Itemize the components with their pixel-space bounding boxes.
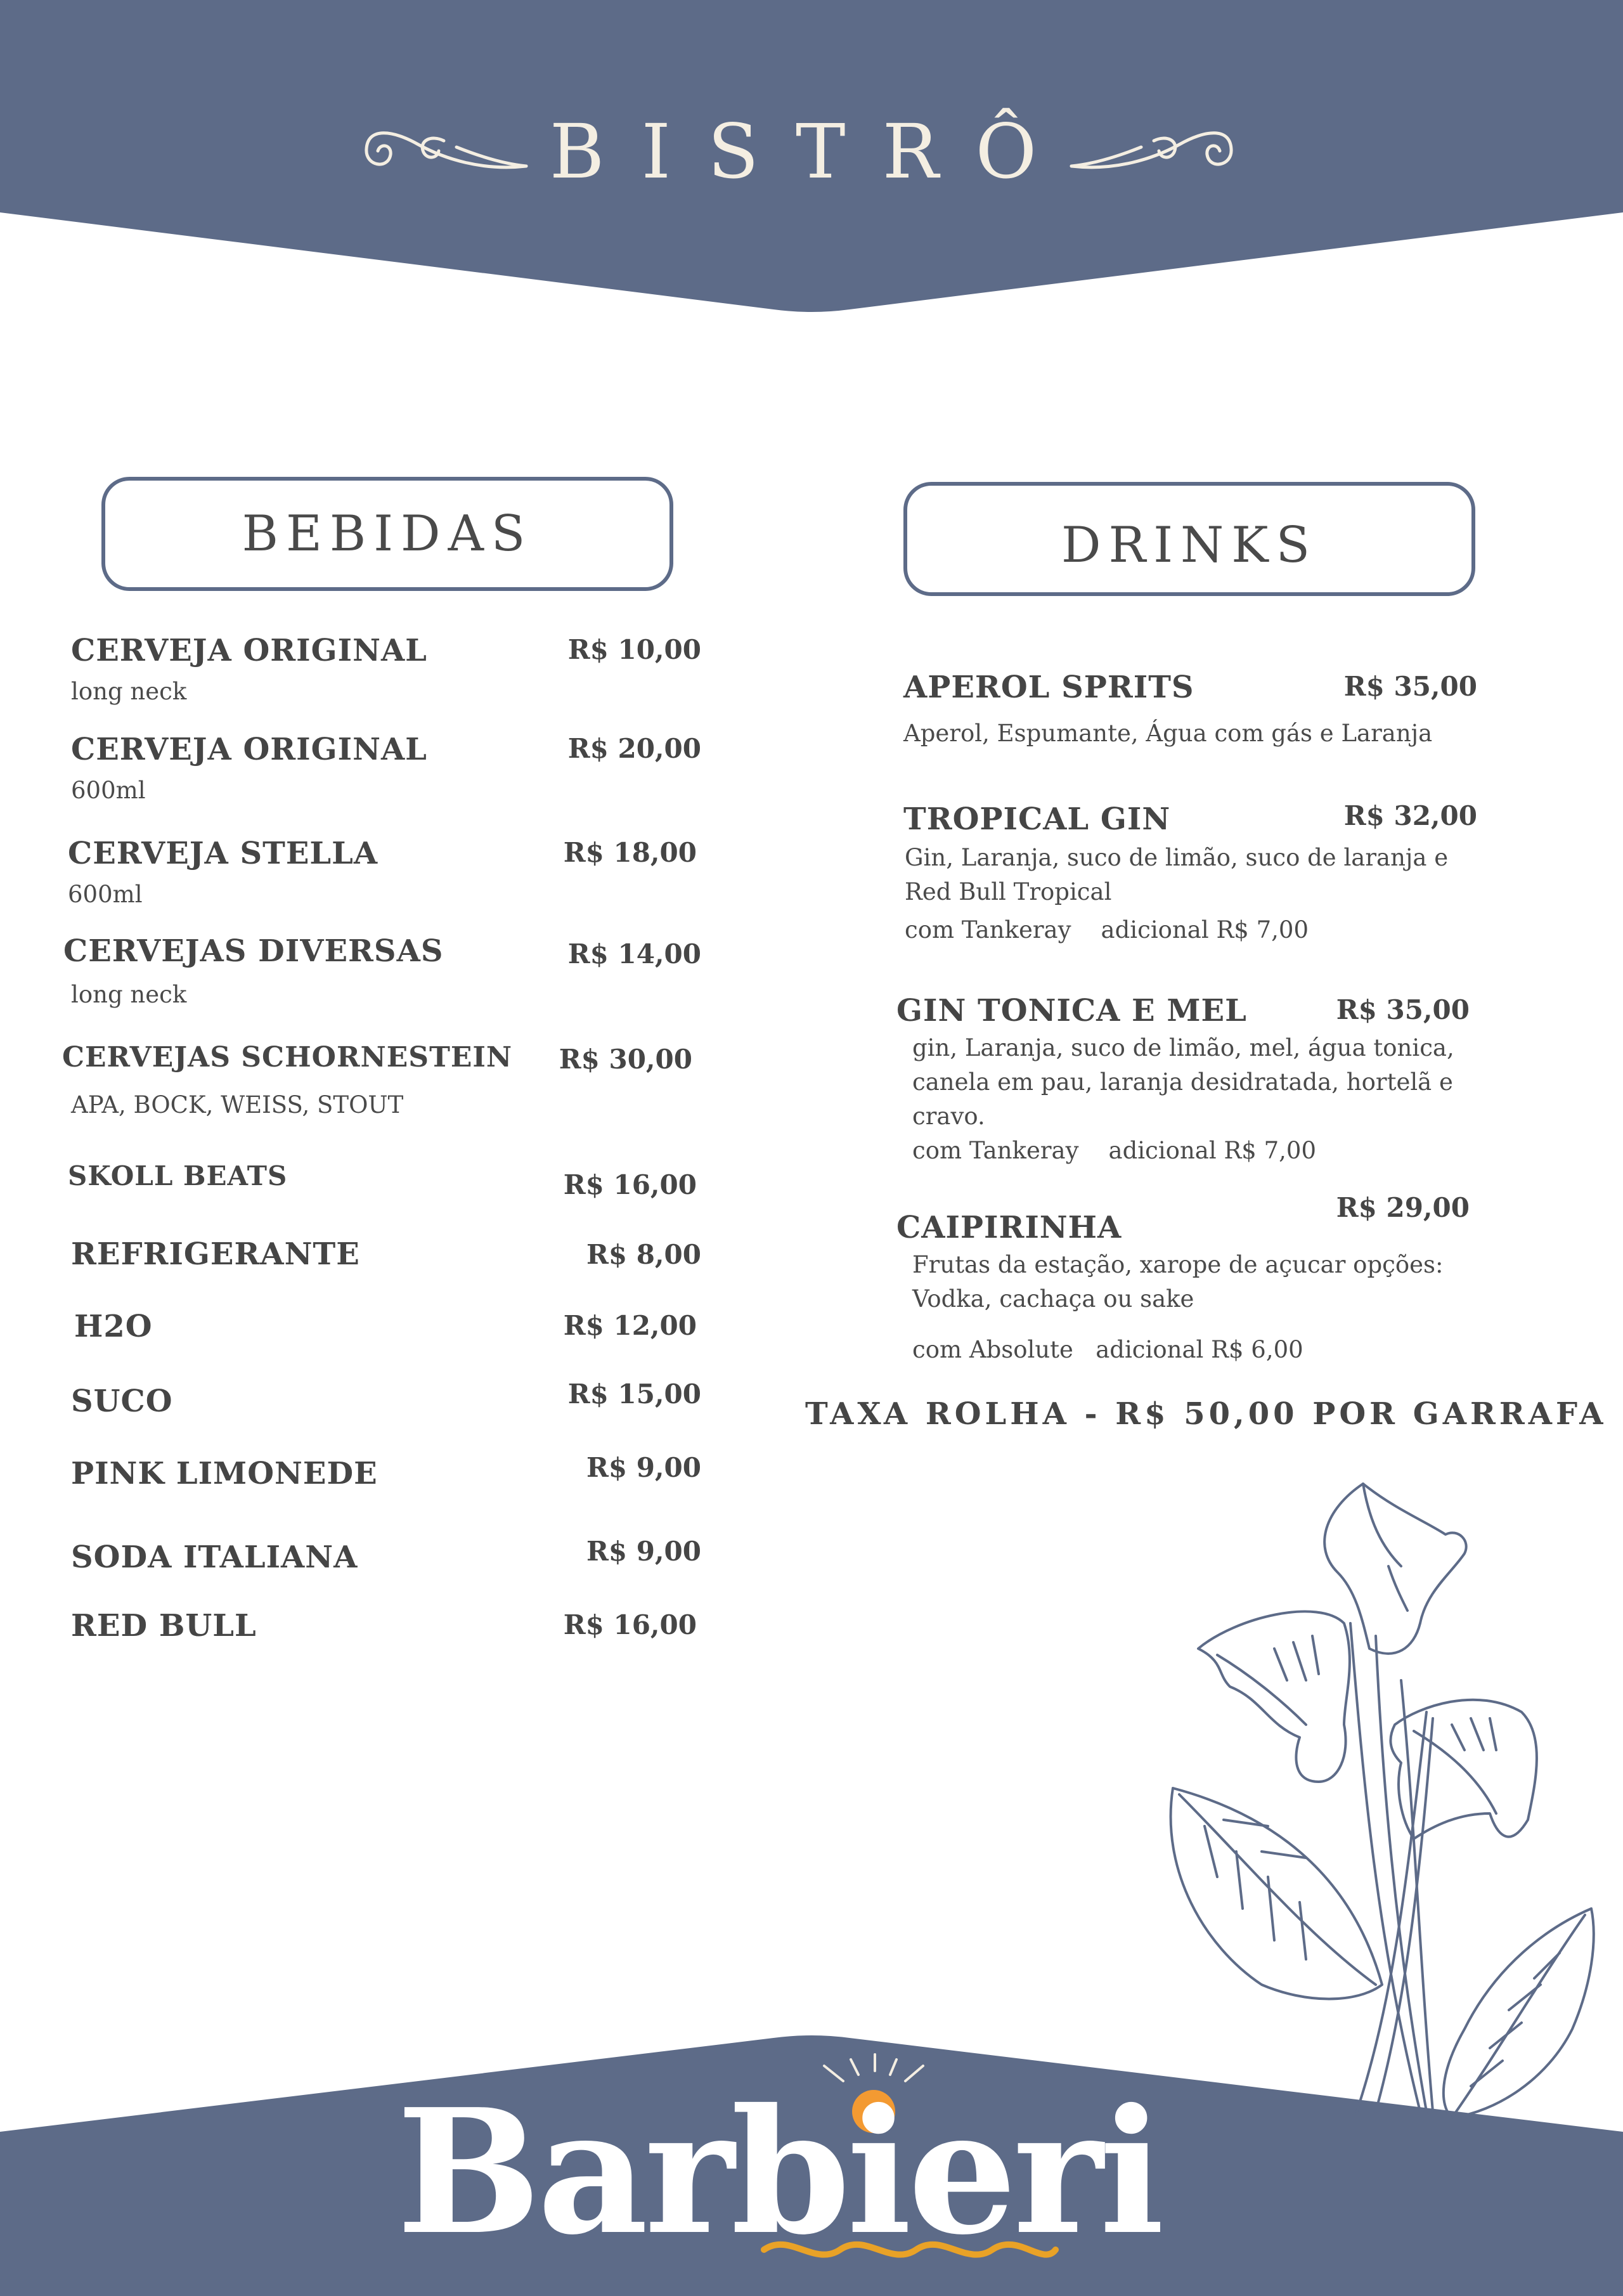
item-desc: com Absolute adicional R$ 6,00 (912, 1336, 1303, 1363)
section-title-drinks-label: DRINKS (1061, 517, 1318, 574)
item-name: RED BULL (71, 1608, 257, 1644)
item-price: R$ 18,00 (563, 837, 697, 868)
item-price: R$ 16,00 (563, 1609, 697, 1640)
section-title-drinks (903, 482, 1475, 596)
item-name: CERVEJAS SCHORNESTEIN (62, 1041, 513, 1073)
item-price: R$ 35,00 (1336, 994, 1470, 1025)
item-name: REFRIGERANTE (71, 1236, 360, 1272)
item-name: TROPICAL GIN (903, 801, 1171, 837)
calla-lily-illustration (1171, 1484, 1594, 2118)
section-title-bebidas (101, 477, 673, 591)
item-price: R$ 14,00 (567, 938, 701, 970)
item-name: H2O (74, 1309, 153, 1344)
item-price: R$ 9,00 (586, 1452, 701, 1483)
item-desc: com Tankeray adicional R$ 7,00 (905, 916, 1309, 944)
item-price: R$ 16,00 (563, 1169, 697, 1200)
item-desc: Red Bull Tropical (905, 878, 1112, 905)
item-price: R$ 12,00 (563, 1310, 697, 1341)
item-name: GIN TONICA E MEL (896, 993, 1247, 1028)
item-price: R$ 32,00 (1343, 800, 1477, 831)
item-desc: long neck (71, 981, 187, 1008)
item-name: SKOLL BEATS (68, 1160, 288, 1191)
item-desc: Vodka, cachaça ou sake (912, 1285, 1194, 1313)
barbieri-logo (0, 2061, 1623, 2270)
item-price: R$ 29,00 (1336, 1192, 1470, 1223)
item-price: R$ 10,00 (567, 634, 701, 665)
item-name: APEROL SPRITS (903, 670, 1194, 705)
item-desc: Gin, Laranja, suco de limão, suco de laranja e (905, 844, 1449, 871)
barbieri-logo-text: Barbieri (396, 2071, 1161, 2270)
item-price: R$ 35,00 (1343, 671, 1477, 702)
item-price: R$ 20,00 (567, 733, 701, 764)
item-name: SUCO (71, 1384, 173, 1419)
item-desc: cravo. (912, 1103, 985, 1130)
item-price: R$ 15,00 (567, 1378, 701, 1410)
page-title: BISTRÔ (549, 108, 1074, 195)
item-desc: 600ml (68, 881, 143, 908)
item-desc: canela em pau, laranja desidratada, hortelã e (912, 1068, 1453, 1096)
item-desc: gin, Laranja, suco de limão, mel, água tonica, (912, 1034, 1454, 1061)
item-name: SODA ITALIANA (71, 1540, 358, 1575)
item-name: PINK LIMONEDE (71, 1456, 378, 1491)
section-title-bebidas-label: BEBIDAS (242, 505, 533, 562)
item-desc: com Tankeray adicional R$ 7,00 (912, 1137, 1316, 1164)
item-name: CAIPIRINHA (896, 1210, 1122, 1245)
item-desc: Frutas da estação, xarope de açucar opções: (912, 1251, 1444, 1278)
item-name: CERVEJA ORIGINAL (71, 633, 427, 668)
item-desc: long neck (71, 678, 187, 705)
item-desc: 600ml (71, 777, 146, 804)
item-name: CERVEJAS DIVERSAS (63, 933, 444, 969)
item-name: CERVEJA ORIGINAL (71, 732, 427, 767)
item-name: CERVEJA STELLA (68, 836, 378, 871)
corkage-fee-note: TAXA ROLHA - R$ 50,00 POR GARRAFA (805, 1396, 1607, 1432)
item-desc: APA, BOCK, WEISS, STOUT (71, 1091, 404, 1119)
item-desc: Aperol, Espumante, Água com gás e Laranja (903, 720, 1433, 747)
item-price: R$ 30,00 (559, 1044, 692, 1075)
item-price: R$ 9,00 (586, 1536, 701, 1567)
item-price: R$ 8,00 (586, 1239, 701, 1270)
